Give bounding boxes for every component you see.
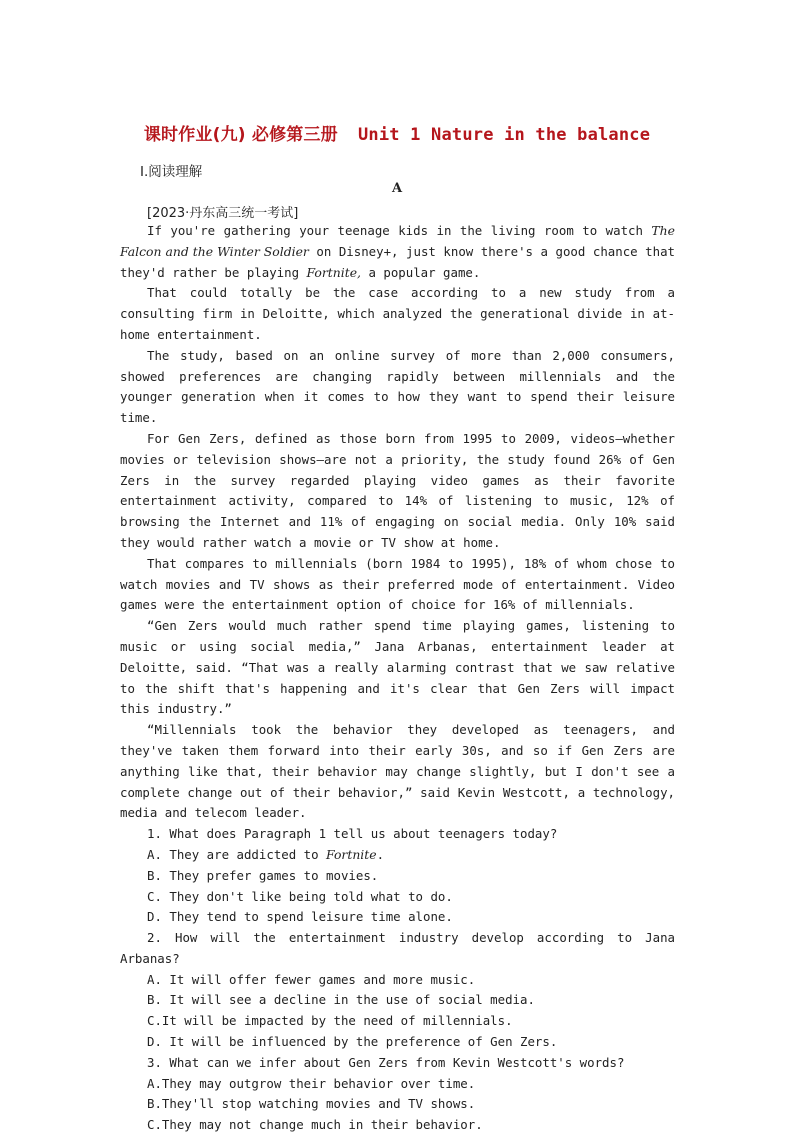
question-2: 2. How will the entertainment industry develop according to Jana Arbanas? [120,930,675,966]
page-title [0,120,794,145]
exam-source: [2023·丹东高三统一考试] [147,206,299,221]
title-chinese: 课时作业(九) 必修第三册 [143,125,338,145]
passage-body [120,221,675,1136]
question-2-option-b: B. It will see a decline in the use of social media. [147,992,535,1008]
passage-label: A [391,181,403,196]
paragraph-2: That could totally be the case according to a new study from a consulting firm in Deloitte, which analyzed the generational divide in at-home entertainment. [120,285,675,342]
question-3-option-c: C.They may not change much in their behavior. [147,1117,483,1133]
question-2-option-a: A. It will offer fewer games and more music. [147,971,476,987]
paragraph-1: If you're gathering your teenage kids in the living room to watch The Falcon and the Winter Soldier on Disney+, just know there's a good chance that they'd rather be playing Fortnite, a popular game. [120,223,675,280]
question-2-option-c: C.It will be impacted by the need of millennials. [147,1013,513,1029]
question-1-option-c: C. They don't like being told what to do. [147,888,453,904]
paragraph-6: “Gen Zers would much rather spend time playing games, listening to music or using social media,” Jana Arbanas, entertainment leader at Deloitte, said. “That was a really alarming contrast that we saw relative to the shift that's happening and it's clear that Gen Zers will impact this industry.” [120,618,675,717]
question-2-option-d: D. It will be influenced by the preference of Gen Zers. [147,1034,558,1050]
paragraph-4: For Gen Zers, defined as those born from 1995 to 2009, videos—whether movies or television shows—are not a priority, the study found 26% of Gen Zers in the survey regarded playing video games as their favorite entertainment activity, compared to 14% of listening to music, 12% of browsing the Internet and 11% of engaging on social media. Only 10% said they would rather watch a movie or TV show at home. [120,430,675,550]
question-1-option-b: B. They prefer games to movies. [147,867,379,883]
question-1-option-a: A. They are addicted to Fortnite. [147,846,385,862]
paragraph-3: The study, based on an online survey of more than 2,000 consumers, showed preferences are changing rapidly between millennials and the younger generation when it comes to how they want to spend their leisure time. [120,347,675,426]
title-english: Unit 1 Nature in the balance [358,125,651,145]
question-1-option-d: D. They tend to spend leisure time alone. [147,909,453,925]
question-3: 3. What can we infer about Gen Zers from Kevin Westcott's words? [147,1054,625,1070]
section-label: Ⅰ.阅读理解 [140,164,203,180]
question-3-option-b: B.They'll stop watching movies and TV shows. [147,1096,476,1112]
paragraph-5: That compares to millennials (born 1984 to 1995), 18% of whom chose to watch movies and TV shows as their preferred mode of entertainment. Video games were the entertainment option of choice for 16% of millennials. [120,555,675,613]
question-1: 1. What does Paragraph 1 tell us about teenagers today? [147,826,558,842]
paragraph-7: “Millennials took the behavior they developed as teenagers, and they've taken them forward into their early 30s, and so if Gen Zers are anything like that, their behavior may change slightly, but I don't see a complete change out of their behavior,” said Kevin Westcott, a technology, media and telecom leader. [120,722,675,821]
question-3-option-a: A.They may outgrow their behavior over time. [147,1075,476,1091]
